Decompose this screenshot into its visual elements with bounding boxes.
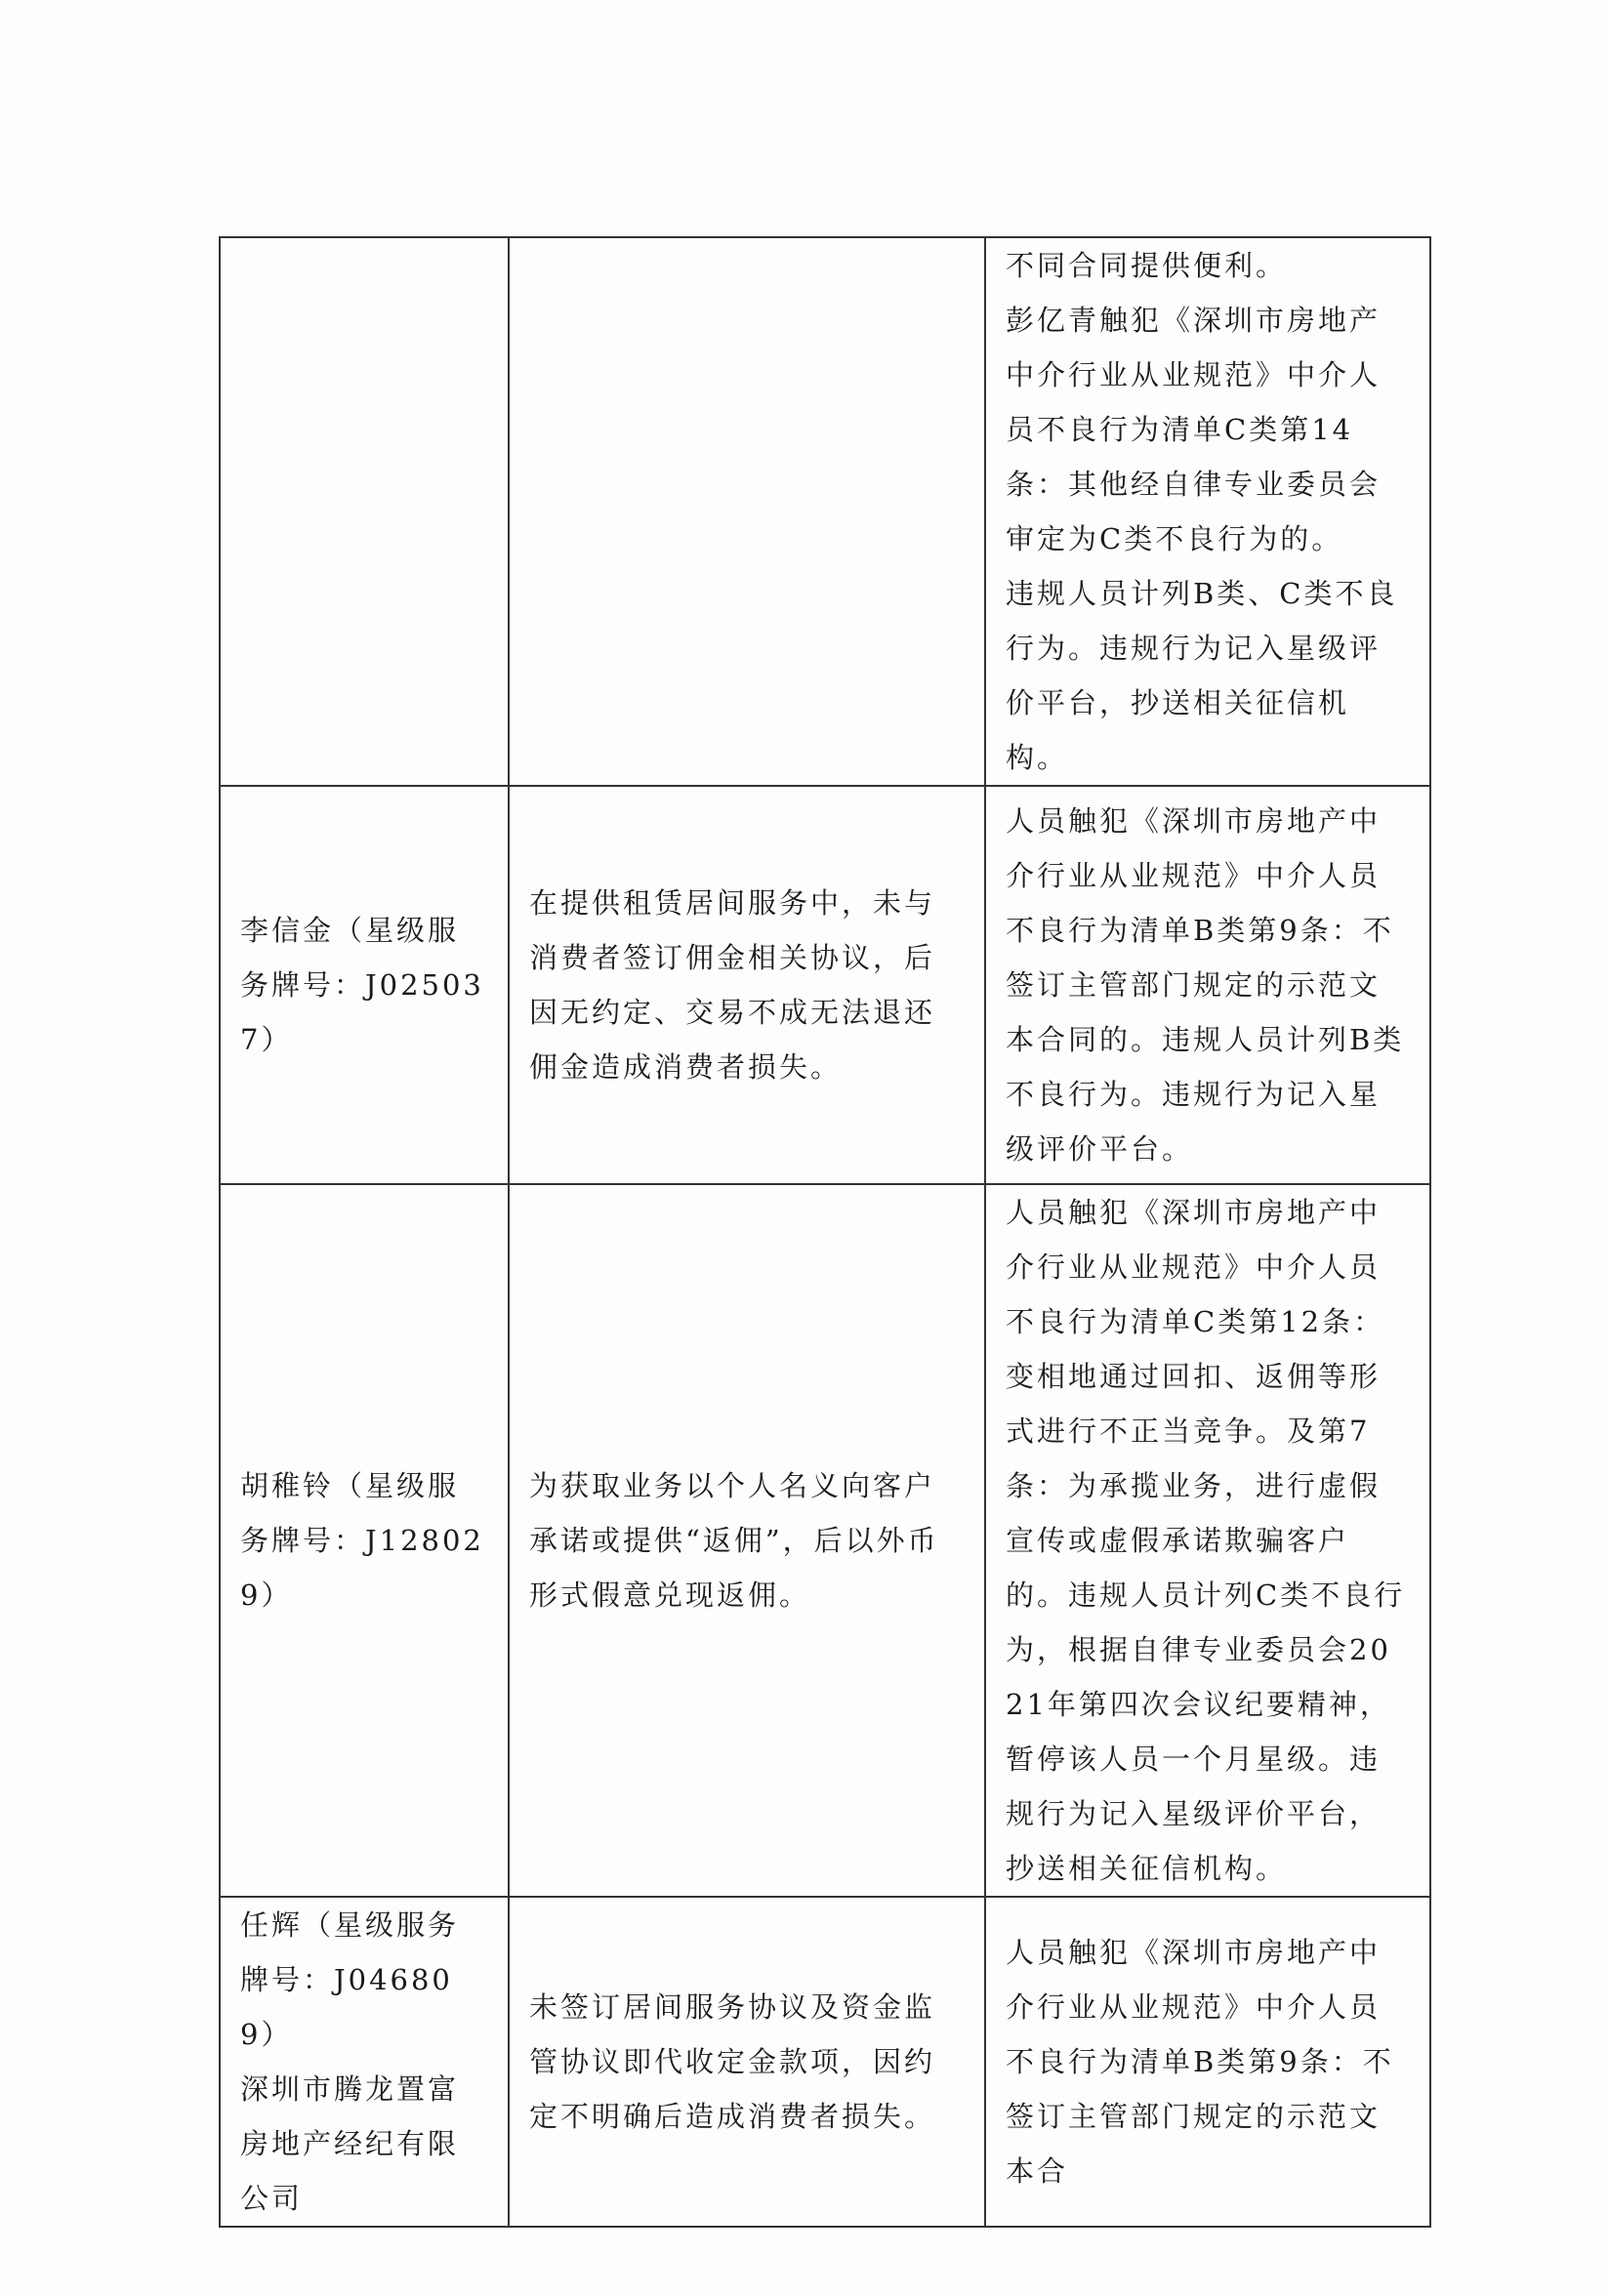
penalty-cell: 人员触犯《深圳市房地产中介行业从业规范》中介人员不良行为清单C类第12条：变相地通过回扣、返佣等形式进行不正当竞争。及第7条：为承揽业务，进行虚假宣传或虚假承诺欺骗客户的。违规人员计列C类不良行为，根据自律专业委员会2021年第四次会议纪要精神，暂停该人员一个月星级。违规行为记入星级评价平台，抄送相关征信机构。 (985, 1184, 1430, 1897)
violation-description-cell: 未签订居间服务协议及资金监管协议即代收定金款项，因约定不明确后造成消费者损失。 (509, 1897, 985, 2227)
penalty-cell: 人员触犯《深圳市房地产中介行业从业规范》中介人员不良行为清单B类第9条：不签订主管部门规定的示范文本合同的。违规人员计列B类不良行为。违规行为记入星级评价平台。 (985, 786, 1430, 1184)
table-row (220, 237, 1430, 786)
violation-description-cell: 在提供租赁居间服务中，未与消费者签订佣金相关协议，后因无约定、交易不成无法退还佣金造成消费者损失。 (509, 786, 985, 1184)
table-row (220, 1897, 1430, 2227)
table-row (220, 1184, 1430, 1897)
person-name-cell: 胡稚铃（星级服务牌号：J128029） (220, 1184, 509, 1897)
person-name-cell: 李信金（星级服务牌号：J025037） (220, 786, 509, 1184)
penalty-cell: 不同合同提供便利。 彭亿青触犯《深圳市房地产中介行业从业规范》中介人员不良行为清单C类第14条：其他经自律专业委员会审定为C类不良行为的。 违规人员计列B类、C类不良行为。违规行为记入星级评价平台，抄送相关征信机构。 (985, 237, 1430, 786)
violations-table (219, 236, 1431, 2228)
violation-description-cell (509, 237, 985, 786)
person-name-cell (220, 237, 509, 786)
person-name-cell: 任辉（星级服务牌号：J046809） 深圳市腾龙置富房地产经纪有限公司 (220, 1897, 509, 2227)
table-row (220, 786, 1430, 1184)
penalty-cell: 人员触犯《深圳市房地产中介行业从业规范》中介人员不良行为清单B类第9条：不签订主管部门规定的示范文本合 (985, 1897, 1430, 2227)
violation-description-cell: 为获取业务以个人名义向客户承诺或提供“返佣”，后以外币形式假意兑现返佣。 (509, 1184, 985, 1897)
